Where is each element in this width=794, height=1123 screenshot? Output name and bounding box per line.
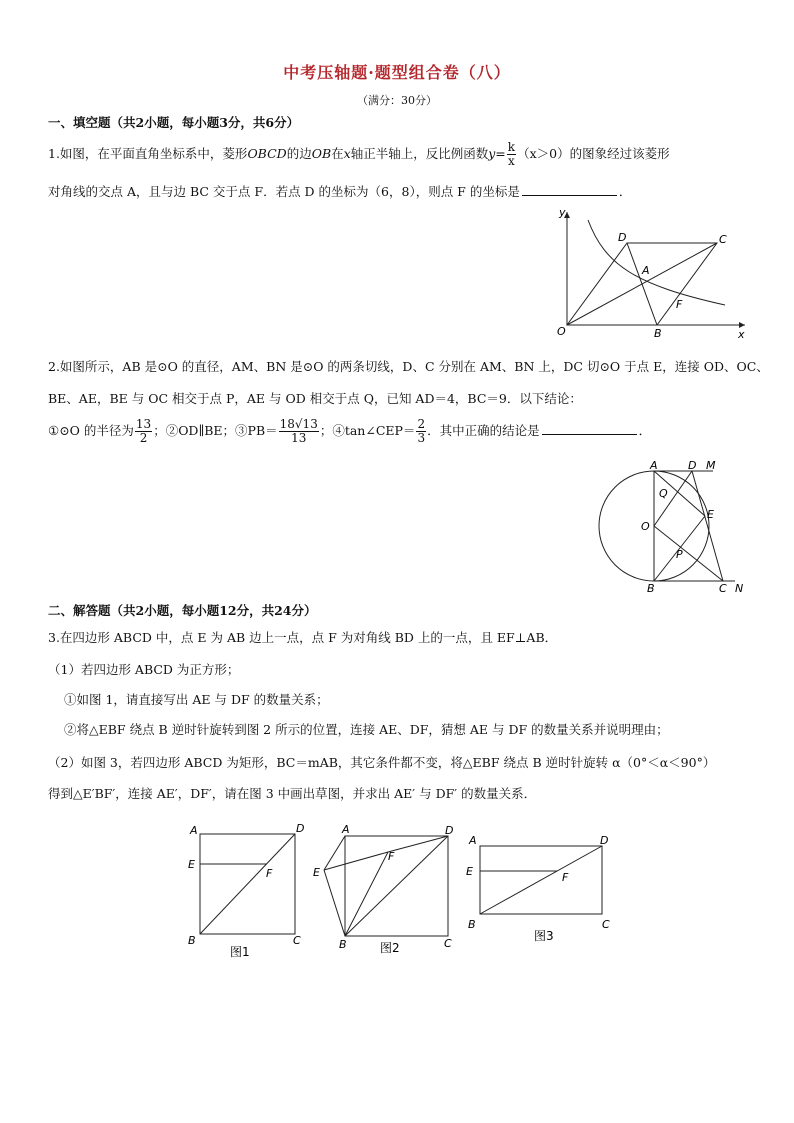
label-E: E bbox=[313, 866, 320, 879]
segment-BE bbox=[324, 870, 345, 936]
answer-blank[interactable] bbox=[542, 422, 637, 435]
label-Q: Q bbox=[659, 487, 668, 500]
label-B: B bbox=[647, 582, 655, 595]
q2-text: ；④tan∠CEP＝ bbox=[319, 423, 416, 438]
label-P: P bbox=[676, 548, 683, 561]
label-A: A bbox=[642, 264, 650, 277]
fraction-numerator: k bbox=[507, 140, 516, 154]
label-A: A bbox=[469, 834, 477, 847]
q1-text: 轴正半轴上，反比例函数 bbox=[350, 146, 489, 161]
fraction-numerator: 2 bbox=[417, 417, 426, 431]
q3-figure-2 bbox=[310, 820, 460, 960]
q1-line2 bbox=[48, 182, 631, 200]
fraction-denominator: 3 bbox=[417, 431, 426, 445]
label-E: E bbox=[466, 865, 473, 878]
q1-text: 对角线的交点 A，且与边 BC 交于点 F．若点 D 的坐标为（6，8），则点 F 的坐标是 bbox=[48, 184, 520, 199]
q2-line3 bbox=[48, 418, 651, 445]
q3-line3: ①如图 1，请直接写出 AE 与 DF 的数量关系； bbox=[64, 692, 329, 707]
answer-blank[interactable] bbox=[522, 183, 617, 196]
q1-line1 bbox=[48, 141, 670, 168]
label-C: C bbox=[444, 937, 452, 950]
label-A: A bbox=[190, 824, 198, 837]
label-D: D bbox=[618, 231, 627, 244]
q1-fraction bbox=[507, 141, 516, 168]
segment-DF bbox=[388, 836, 448, 852]
q2-fraction-tan bbox=[416, 418, 426, 445]
section-2-heading: 二、解答题（共2小题，每小题12分，共24分） bbox=[48, 603, 317, 618]
q2-text: ． bbox=[638, 423, 652, 438]
diagonal-BD bbox=[480, 846, 602, 914]
label-N: N bbox=[735, 582, 744, 595]
q1-text: 的边 bbox=[286, 146, 312, 161]
figure-caption: 图1 bbox=[230, 945, 250, 959]
q3-line5: （2）如图 3，若四边形 ABCD 为矩形，BC＝mAB，其它条件都不变，将△EBF 绕点 B 逆时针旋转 α（0°＜α＜90°） bbox=[48, 755, 716, 770]
q1-text: x bbox=[343, 146, 351, 161]
label-F: F bbox=[562, 871, 569, 884]
diagonal-BD bbox=[345, 836, 448, 936]
label-C: C bbox=[293, 934, 301, 947]
fraction-denominator: x bbox=[508, 154, 515, 168]
q3-line4: ②将△EBF 绕点 B 逆时针旋转到图 2 所示的位置，连接 AE、DF，猜想 AE 与 DF 的数量关系并说明理由； bbox=[64, 722, 669, 737]
q3-line2: （1）若四边形 ABCD 为正方形； bbox=[48, 662, 240, 677]
label-M: M bbox=[706, 459, 716, 472]
label-x: x bbox=[738, 328, 745, 340]
q1-text: OBCD bbox=[247, 146, 287, 161]
segment-OC bbox=[654, 526, 723, 581]
section-1-heading: 一、填空题（共2小题，每小题3分，共6分） bbox=[48, 115, 300, 130]
label-C: C bbox=[602, 918, 610, 931]
q1-figure bbox=[545, 200, 755, 340]
label-F: F bbox=[676, 298, 683, 311]
label-y: y bbox=[559, 206, 566, 219]
label-B: B bbox=[468, 918, 476, 931]
label-D: D bbox=[688, 459, 697, 472]
q2-text: ；②OD∥BE；③PB＝ bbox=[153, 423, 278, 438]
label-D: D bbox=[445, 824, 454, 837]
q3-figure-1 bbox=[180, 820, 310, 960]
label-B: B bbox=[188, 934, 196, 947]
hyperbola-curve bbox=[588, 220, 725, 305]
q2-text: ①⊙O 的半径为 bbox=[48, 423, 134, 438]
label-F: F bbox=[266, 867, 273, 880]
q1-text: ． bbox=[618, 184, 632, 199]
fraction-numerator: 13 bbox=[135, 417, 152, 431]
q1-text: y= bbox=[488, 146, 506, 161]
q2-line2: BE、AE，BE 与 OC 相交于点 P，AE 与 OD 相交于点 Q，已知 AD＝4，BC＝9．以下结论： bbox=[48, 391, 582, 406]
label-D: D bbox=[296, 822, 305, 835]
q2-fraction-radius bbox=[135, 418, 152, 445]
fraction-denominator: 13 bbox=[291, 431, 307, 445]
label-B: B bbox=[339, 938, 347, 951]
label-C: C bbox=[719, 582, 727, 595]
figure-caption: 图3 bbox=[534, 929, 554, 943]
fraction-numerator: 18√13 bbox=[279, 417, 318, 431]
q3-figure-3 bbox=[460, 828, 620, 953]
label-O: O bbox=[641, 520, 650, 533]
label-E: E bbox=[707, 508, 714, 521]
label-A: A bbox=[342, 823, 350, 836]
figure-caption: 图2 bbox=[380, 941, 400, 955]
page-subtitle: （满分：30分） bbox=[357, 94, 437, 107]
label-O: O bbox=[557, 325, 566, 338]
label-F: F bbox=[388, 850, 395, 863]
label-B: B bbox=[654, 327, 662, 340]
q1-text: 1.如图，在平面直角坐标系中，菱形 bbox=[48, 146, 248, 161]
page-title: 中考压轴题·题型组合卷（八） bbox=[283, 63, 511, 82]
label-D: D bbox=[600, 834, 609, 847]
q2-fraction-pb bbox=[279, 418, 319, 445]
fraction-denominator: 2 bbox=[139, 431, 148, 445]
label-C: C bbox=[719, 233, 727, 246]
q3-line6: 得到△E′BF′，连接 AE′，DF′，请在图 3 中画出草图，并求出 AE′ 与 DF′ 的数量关系． bbox=[48, 786, 537, 801]
q1-text: 在 bbox=[331, 146, 344, 161]
label-E: E bbox=[188, 858, 195, 871]
diagonal-BD bbox=[200, 834, 295, 934]
q1-text: （x＞0）的图象经过该菱形 bbox=[517, 146, 670, 161]
label-A: A bbox=[650, 459, 658, 472]
q1-text: OB bbox=[311, 146, 332, 161]
segment-BF bbox=[345, 852, 388, 936]
q3-line1: 3.在四边形 ABCD 中，点 E 为 AB 边上一点，点 F 为对角线 BD 上的一点，且 EF⊥AB． bbox=[48, 630, 558, 645]
q2-line1: 2.如图所示，AB 是⊙O 的直径，AM、BN 是⊙O 的两条切线，D、C 分别在 AM、BN 上，DC 切⊙O 于点 E，连接 OD、OC、 bbox=[48, 359, 769, 374]
q2-text: ．其中正确的结论是 bbox=[427, 423, 540, 438]
q2-figure bbox=[595, 458, 755, 598]
